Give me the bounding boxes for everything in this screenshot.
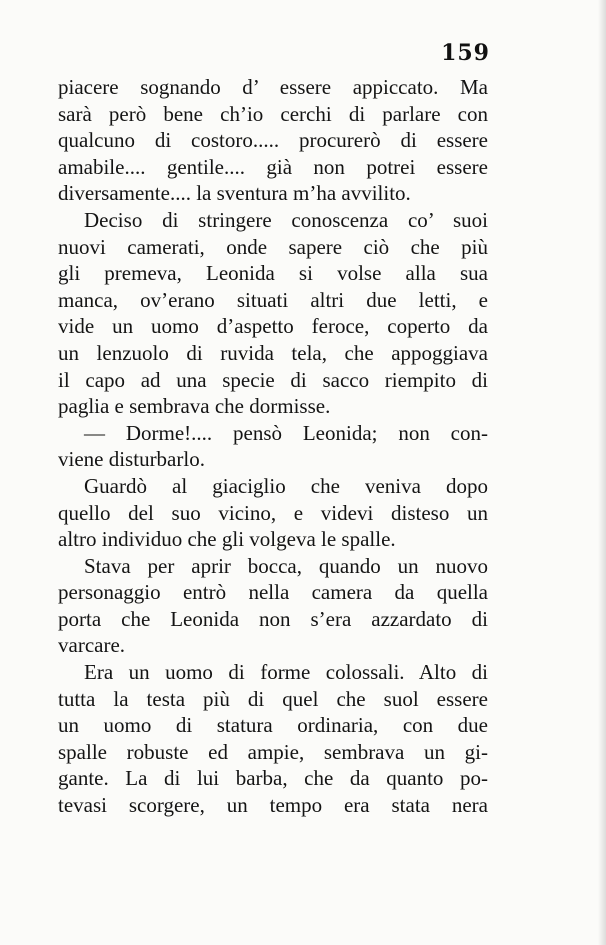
text-line: vide un uomo d’aspetto feroce, coperto da — [58, 314, 488, 339]
text-line: sarà però bene ch’io cerchi di parlare con — [58, 101, 488, 126]
text-line: viene disturbarlo. — [58, 447, 205, 472]
text-line: gante. La di lui barba, che da quanto po- — [58, 766, 488, 791]
text-line: tutta la testa più di quel che suol essere — [58, 686, 488, 711]
page-number: 159 — [441, 40, 490, 66]
text-line: il capo ad una specie di sacco riempito di — [58, 367, 488, 392]
text-line: Deciso di stringere conoscenza co’ suoi — [84, 207, 488, 232]
text-line: piacere sognando d’ essere appiccato. Ma — [58, 75, 488, 99]
text-line: nuovi camerati, onde sapere ciò che più — [58, 234, 488, 259]
text-line: varcare. — [58, 633, 126, 658]
body-text — [58, 74, 488, 819]
text-line: un lenzuolo di ruvida tela, che appoggiava — [58, 340, 488, 365]
text-line: quello del suo vicino, e videvi disteso un — [58, 500, 488, 525]
text-line: tevasi scorgere, un tempo era stata nera — [58, 793, 488, 818]
page-edge-shadow — [598, 0, 606, 945]
text-line: Stava per aprir bocca, quando un nuovo — [84, 553, 488, 578]
text-line: amabile.... gentile.... già non potrei essere — [58, 154, 488, 179]
text-line: personaggio entrò nella camera da quella — [58, 580, 488, 605]
text-line: manca, ov’erano situati altri due letti, e — [58, 287, 488, 312]
text-line: Guardò al giaciglio che veniva dopo — [84, 473, 488, 498]
text-line: paglia e sembrava che dormisse. — [58, 394, 331, 419]
text-line: qualcuno di costoro..... procurerò di essere — [58, 128, 488, 153]
text-line: Era un uomo di forme colossali. Alto di — [84, 660, 488, 685]
text-line: spalle robuste ed ampie, sembrava un gi- — [58, 739, 488, 764]
text-line: gli premeva, Leonida si volse alla sua — [58, 261, 488, 286]
text-line: porta che Leonida non s’era azzardato di — [58, 606, 488, 631]
text-line: diversamente.... la sventura m’ha avvilito. — [58, 181, 411, 206]
text-line: — Dorme!.... pensò Leonida; non con- — [84, 420, 488, 445]
text-line: altro individuo che gli volgeva le spalle. — [58, 527, 396, 552]
text-line: un uomo di statura ordinaria, con due — [58, 713, 488, 738]
